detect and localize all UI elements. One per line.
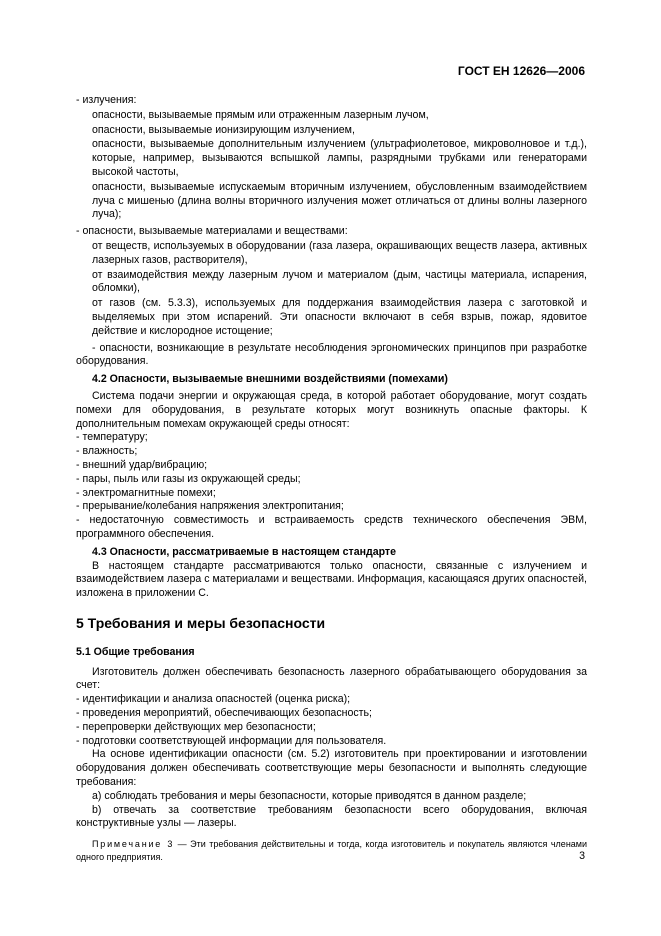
materials-intro: - опасности, вызываемые материалами и веществами: bbox=[76, 225, 348, 238]
section-5-1-heading: 5.1 Общие требования bbox=[76, 645, 195, 658]
interference-item: - электромагнитные помехи; bbox=[76, 486, 216, 499]
interference-item: - прерывание/колебания напряжения электропитания; bbox=[76, 500, 344, 513]
section-4-3-heading: 4.3 Опасности, рассматриваемые в настоящем стандарте bbox=[92, 545, 397, 558]
radiation-item: опасности, вызываемые дополнительным излучением (ультрафиолетовое, микроволновое и т.д.), которые, например, вызываются вспышкой лампы, разрядными трубками или генераторами высокой частоты, bbox=[92, 138, 587, 178]
section-5-heading: 5 Требования и меры безопасности bbox=[76, 614, 326, 631]
radiation-intro: - излучения: bbox=[76, 94, 137, 106]
document-id: ГОСТ ЕН 12626—2006 bbox=[457, 64, 585, 78]
requirement-item: - подготовки соответствующей информации для пользователя. bbox=[76, 734, 387, 747]
section-4-3-paragraph: В настоящем стандарте рассматриваются только опасности, связанные с излучением и взаимодействием лазера с материалами и веществами. Информация, касающаяся других опасностей, изложена в приложении С. bbox=[76, 559, 587, 600]
section-4-2-heading: 4.2 Опасности, вызываемые внешними воздействиями (помехами) bbox=[92, 373, 448, 386]
requirement-a: а) соблюдать требования и меры безопасности, которые приводятся в данном разделе; bbox=[92, 789, 527, 802]
section-4-2-paragraph: Система подачи энергии и окружающая среда, в которой работает оборудование, могут создать помехи для оборудования, в результате которых могут возникнуть опасные факторы. К дополнительным помехам окружающей среды относят: bbox=[76, 389, 587, 430]
materials-item: от взаимодействия между лазерным лучом и материалом (дым, частицы материала, испарения, обломки), bbox=[92, 268, 587, 295]
radiation-item: опасности, вызываемые испускаемым вторичным излучением, обусловленным взаимодействием луча с мишенью (длина волны вторичного излучения может отличаться от длины волны лазерного луча); bbox=[92, 180, 587, 221]
interference-item: - пары, пыль или газы из окружающей среды; bbox=[76, 472, 301, 485]
requirement-b: b) отвечать за соответствие требованиям безопасности всего оборудования, включая конструктивные узлы — лазеры. bbox=[76, 803, 587, 830]
materials-item: от веществ, используемых в оборудовании (газа лазера, окрашивающих веществ лазера, активных лазерных газов, растворителя), bbox=[92, 239, 587, 266]
note-label: Примечание 3 bbox=[92, 839, 175, 850]
ergonomic-item: - опасности, возникающие в результате несоблюдения эргономических принципов при разработке оборудования. bbox=[76, 341, 587, 368]
page-number: 3 bbox=[579, 850, 585, 862]
radiation-item: опасности, вызываемые прямым или отраженным лазерным лучом, bbox=[92, 108, 429, 121]
requirement-item: - перепроверки действующих мер безопасности; bbox=[76, 720, 316, 733]
note-3 bbox=[76, 838, 587, 863]
requirement-item: - идентификации и анализа опасностей (оценка риска); bbox=[76, 693, 351, 706]
note-text: — Эти требования действительны и тогда, когда изготовитель и покупатель являются членами одного предприятия. bbox=[76, 839, 588, 862]
interference-item: - влажность; bbox=[76, 445, 138, 458]
interference-item: - внешний удар/вибрацию; bbox=[76, 458, 208, 471]
interference-item: - температуру; bbox=[76, 431, 148, 444]
requirement-item: - проведения мероприятий, обеспечивающих безопасность; bbox=[76, 707, 372, 720]
page-body bbox=[76, 94, 587, 863]
interference-item: - недостаточную совместимость и встраиваемость средств технического обеспечения ЭВМ, программного обеспечения. bbox=[76, 514, 587, 540]
section-5-1-paragraph: Изготовитель должен обеспечивать безопасность лазерного обрабатывающего оборудования за счет: bbox=[76, 665, 587, 692]
radiation-item: опасности, вызываемые ионизирующим излучением, bbox=[92, 123, 355, 136]
section-5-1-paragraph-2: На основе идентификации опасности (см. 5.2) изготовитель при проектировании и изготовлении оборудования должен обеспечивать соответствующие меры безопасности и выполнять следующие требования: bbox=[76, 748, 587, 789]
materials-item: от газов (см. 5.3.3), используемых для поддержания взаимодействия лазера с заготовкой и выделяемых при этом испарений. Эти опасности включают в себя взрыв, пожар, ядовитое действие и кислородное истощение; bbox=[92, 297, 587, 337]
